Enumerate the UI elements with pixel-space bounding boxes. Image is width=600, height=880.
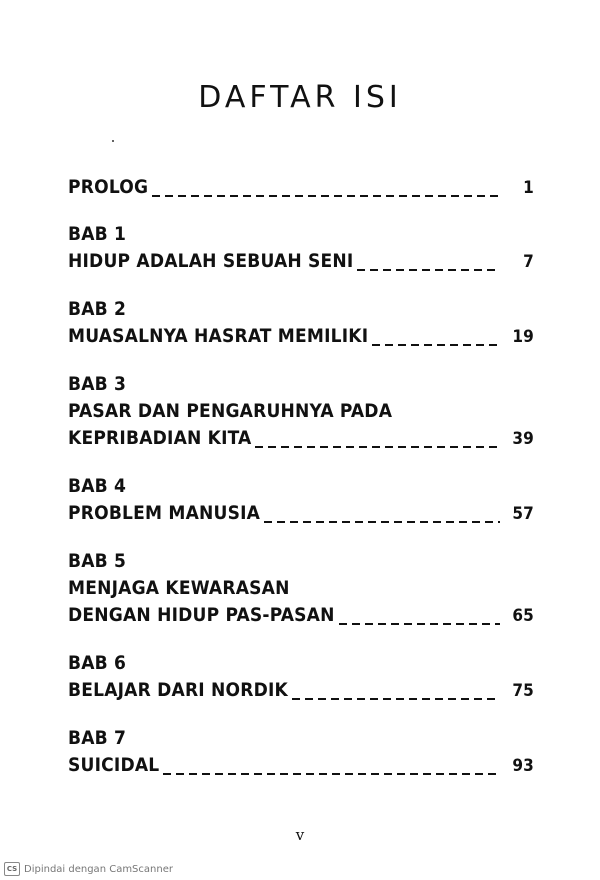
chapter-label: BAB 1 <box>68 223 127 245</box>
toc-line <box>68 604 534 631</box>
dotted-leader <box>152 183 500 197</box>
page-number: 65 <box>512 606 534 626</box>
entry-title: BELAJAR DARI NORDIK <box>68 679 289 701</box>
page-number: 75 <box>512 681 534 701</box>
page-number: 1 <box>523 178 534 198</box>
chapter-label: BAB 4 <box>68 475 127 497</box>
page-number: 7 <box>523 252 534 272</box>
roman-page-number: v <box>295 826 305 844</box>
toc-entry-bab-4[interactable] <box>68 475 534 529</box>
entry-title: HIDUP ADALAH SEBUAH SENI <box>68 250 354 272</box>
dotted-leader <box>264 509 500 523</box>
toc-entry-bab-1[interactable] <box>68 223 534 277</box>
dotted-leader <box>372 332 500 346</box>
entry-title-line-1: PASAR DAN PENGARUHNYA PADA <box>68 400 393 422</box>
entry-title-line-1: MENJAGA KEWARASAN <box>68 577 290 599</box>
toc-line <box>68 679 534 706</box>
watermark-text: Dipindai dengan CamScanner <box>24 863 173 875</box>
toc-line <box>68 325 534 352</box>
toc-line <box>68 427 534 454</box>
camscanner-logo-icon: CS <box>4 862 20 876</box>
toc-line <box>68 176 534 203</box>
chapter-label: BAB 6 <box>68 652 127 674</box>
entry-title: SUICIDAL <box>68 754 160 776</box>
chapter-label: BAB 3 <box>68 373 127 395</box>
camscanner-watermark <box>4 862 173 876</box>
entry-title: DENGAN HIDUP PAS-PASAN <box>68 604 335 626</box>
toc-line <box>68 754 534 781</box>
chapter-label: BAB 7 <box>68 727 127 749</box>
entry-title: KEPRIBADIAN KITA <box>68 427 252 449</box>
entry-title: MUASALNYA HASRAT MEMILIKI <box>68 325 369 347</box>
toc-entry-bab-6[interactable] <box>68 652 534 706</box>
page-title: DAFTAR ISI <box>198 80 402 115</box>
toc-line <box>68 250 534 277</box>
toc-entry-bab-2[interactable] <box>68 298 534 352</box>
toc-line <box>68 502 534 529</box>
toc-entry-bab-3[interactable] <box>68 373 534 454</box>
scan-speck <box>112 140 114 142</box>
dotted-leader <box>357 257 500 271</box>
page-number: 19 <box>512 327 534 347</box>
chapter-label: BAB 2 <box>68 298 127 320</box>
dotted-leader <box>255 434 500 448</box>
dotted-leader <box>163 761 500 775</box>
toc-entry-prolog[interactable] <box>68 176 534 203</box>
table-of-contents <box>68 176 534 781</box>
entry-title: PROLOG <box>68 176 149 198</box>
entry-title: PROBLEM MANUSIA <box>68 502 261 524</box>
toc-entry-bab-7[interactable] <box>68 727 534 781</box>
chapter-label: BAB 5 <box>68 550 127 572</box>
page-number: 57 <box>512 504 534 524</box>
toc-entry-bab-5[interactable] <box>68 550 534 631</box>
page-number: 39 <box>512 429 534 449</box>
dotted-leader <box>292 686 500 700</box>
dotted-leader <box>339 611 500 625</box>
page-number: 93 <box>512 756 534 776</box>
